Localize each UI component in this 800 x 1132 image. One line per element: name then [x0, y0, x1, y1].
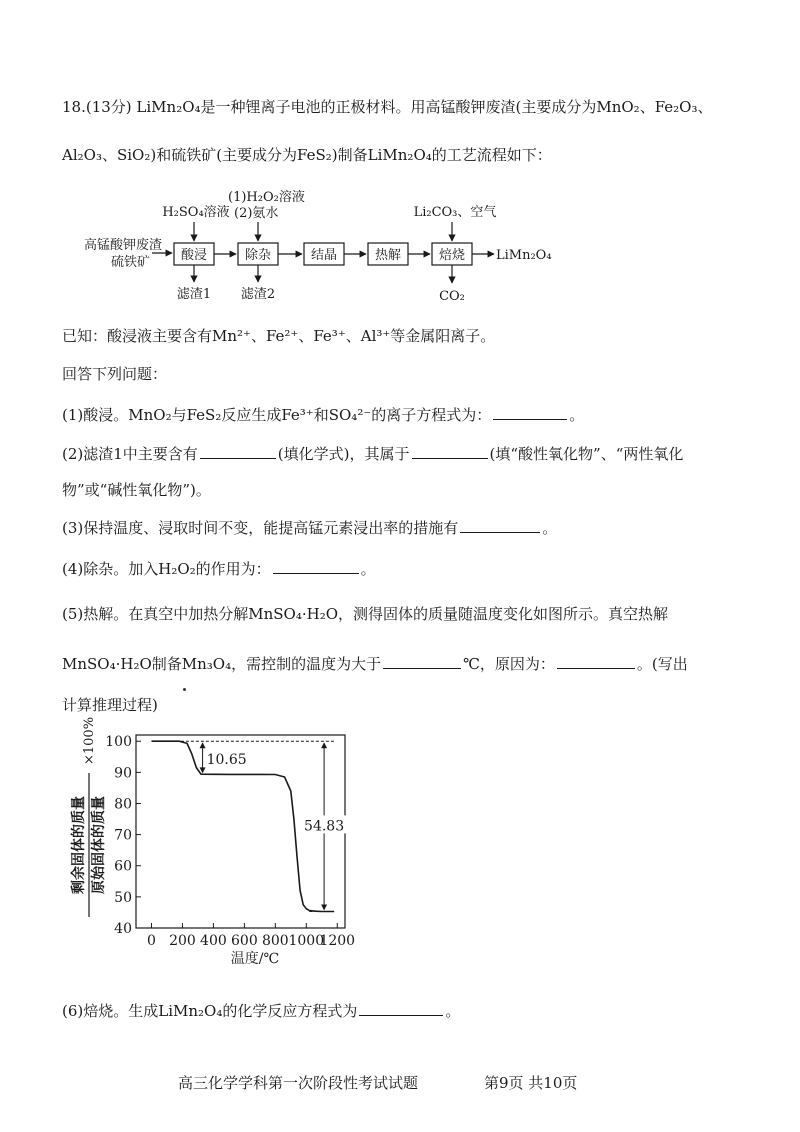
arrowhead	[200, 742, 206, 748]
question-5-line3: 计算推理过程)	[62, 696, 158, 714]
q6-end: 。	[445, 1002, 461, 1020]
y-tick-label: 90	[114, 765, 132, 782]
q5-text-c: ℃，原因为：	[463, 655, 555, 673]
y-tick-label: 60	[114, 858, 132, 875]
arrowhead	[321, 742, 327, 748]
q4-text: (4)除杂。加入H₂O₂的作用为：	[62, 560, 271, 578]
annotation-label-2: 54.83	[304, 818, 345, 835]
y-tick-label: 70	[114, 827, 132, 844]
x-tick-label: 1200	[319, 933, 356, 949]
y-tick-label: 50	[114, 889, 132, 906]
reagent-ammonia: (2)氨水	[234, 206, 279, 221]
question-intro-line1: 18.(13分) LiMn₂O₄是一种锂离子电池的正极材料。用高锰酸钾废渣(主要成分为MnO₂、Fe₂O₃、	[62, 98, 713, 116]
q1-text: (1)酸浸。MnO₂与FeS₂反应生成Fe³⁺和SO₄²⁻的离子方程式为：	[62, 406, 492, 424]
svg-text:除杂: 除杂	[244, 248, 272, 263]
x-tick-label: 200	[169, 933, 196, 949]
answer-prompt: 回答下列问题：	[62, 365, 168, 383]
product-label: LiMn₂O₄	[496, 248, 552, 263]
question-intro-line2: Al₂O₃、SiO₂)和硫铁矿(主要成分为FeS₂)制备LiMn₂O₄的工艺流程如下：	[62, 146, 552, 164]
q3-text: (3)保持温度、浸取时间不变，能提高锰元素浸出率的措施有	[62, 519, 459, 537]
arrowhead	[321, 905, 327, 911]
question-2-cont: 物”或“碱性氧化物”)。	[62, 481, 211, 499]
reagent-lithium-carbonate: Li₂CO₃、空气	[413, 205, 497, 220]
y-tick-label: 100	[105, 734, 132, 751]
y-axis-denominator: 原始固体的质量	[91, 796, 107, 894]
q2-text-b: (填化学式)，其属于	[277, 445, 410, 463]
known-info: 已知：酸浸液主要含有Mn²⁺、Fe²⁺、Fe³⁺、Al³⁺等金属阳离子。	[62, 327, 496, 345]
x-axis-label: 温度/℃	[230, 951, 280, 967]
residue-2-label: 滤渣2	[240, 287, 276, 302]
reagent-sulfuric-acid: H₂SO₄溶液	[162, 205, 230, 220]
svg-text:结晶: 结晶	[310, 248, 338, 263]
input-label-pyrite: 硫铁矿	[110, 255, 150, 270]
residue-1-label: 滤渣1	[176, 287, 212, 302]
reagent-peroxide: (1)H₂O₂溶液	[228, 190, 305, 205]
question-6	[62, 1001, 460, 1021]
q5-text-b: MnSO₄·H₂O制备Mn₃O₄，需控制的温度为大于	[62, 655, 382, 673]
q1-end: 。	[569, 406, 585, 424]
x-tick-label: 600	[231, 933, 258, 949]
q4-end: 。	[360, 560, 376, 578]
input-label-residue: 高锰酸钾废渣	[83, 238, 162, 253]
annotation-label-1: 10.65	[206, 751, 247, 768]
x-tick-label: 800	[261, 933, 289, 949]
question-5-line1: (5)热解。在真空中加热分解MnSO₄·H₂O，测得固体的质量随温度变化如图所示。真空热解	[62, 605, 669, 623]
q3-end: 。	[542, 519, 558, 537]
footer-title: 高三化学学科第一次阶段性考试试题	[178, 1074, 419, 1092]
svg-text:酸浸: 酸浸	[180, 248, 208, 263]
y-tick-label: 80	[114, 796, 132, 813]
svg-text:热解: 热解	[374, 248, 402, 263]
q2-text-a: (2)滤渣1中主要含有	[62, 445, 198, 463]
x-tick-label: 1000	[288, 933, 325, 949]
svg-text:焙烧: 焙烧	[438, 248, 466, 263]
gas-label: CO₂	[439, 289, 465, 304]
footer-page: 第9页 共10页	[484, 1074, 578, 1092]
q2-text-c: (填“酸性氧化物”、“两性氧化	[489, 445, 684, 463]
answer-blank[interactable]	[359, 1001, 443, 1016]
q6-text: (6)焙烧。生成LiMn₂O₄的化学反应方程式为	[62, 1002, 358, 1020]
x-tick-label: 0	[147, 933, 156, 949]
y-axis-label	[70, 717, 107, 917]
y-tick-label: 40	[114, 921, 132, 937]
y-axis-suffix: ×100%	[82, 716, 97, 765]
x-tick-label: 400	[200, 933, 227, 949]
y-axis-numerator: 剩余固体的质量	[71, 796, 87, 894]
q5-text-d: 。(写出	[636, 655, 688, 673]
